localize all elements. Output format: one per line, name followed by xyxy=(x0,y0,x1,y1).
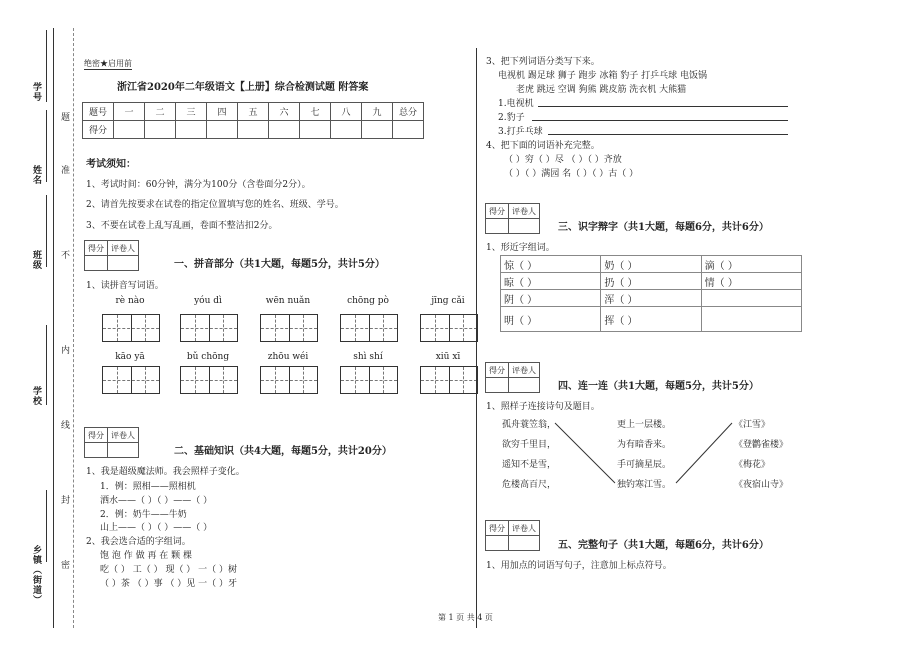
char-cell[interactable]: 明（ ） xyxy=(501,307,601,332)
section-2-ex2-blanks[interactable]: 山上——（ ）（ ）——（ ） xyxy=(100,523,213,533)
town-label: 乡镇（街道） xyxy=(31,545,41,605)
char-cell[interactable]: 惊（ ） xyxy=(501,256,601,273)
connect-line xyxy=(555,423,615,483)
poem-title[interactable]: 《登鹳雀楼》 xyxy=(734,440,789,450)
mini-score-label: 得分 xyxy=(486,521,509,536)
section-2-ex2: 2．例：奶牛——牛奶 xyxy=(100,510,187,520)
notice-item-2: 2、请首先按要求在试卷的指定位置填写您的姓名、班级、学号。 xyxy=(86,200,344,210)
page-footer: 第 1 页 共 4 页 xyxy=(438,613,493,622)
r-category-2: 2.豹子 xyxy=(498,113,525,123)
page-title: 浙江省2020年二年级语文【上册】综合检测试题 附答案 xyxy=(117,82,369,93)
pinyin-label: zhōu wéi xyxy=(267,352,309,362)
char-cell[interactable]: 滴（ ） xyxy=(701,256,801,273)
seal-char-1: 题 xyxy=(59,112,69,122)
score-head-cell: 题号 xyxy=(83,103,114,121)
char-cell[interactable]: 晾（ ） xyxy=(501,273,601,290)
pinyin-label: chōng pò xyxy=(347,296,389,306)
char-cell[interactable]: 情（ ） xyxy=(701,273,801,290)
score-head-cell: 二 xyxy=(145,103,176,121)
poem-line-mid[interactable]: 为有暗香来。 xyxy=(617,440,672,450)
mini-grader-cell[interactable] xyxy=(509,536,540,551)
section-4-title: 四、连一连（共1大题，每题5分，共计5分） xyxy=(558,381,759,392)
char-cell[interactable]: 阴（ ） xyxy=(501,290,601,307)
score-head-cell: 五 xyxy=(238,103,269,121)
mini-score-label: 得分 xyxy=(85,241,108,256)
mini-grader-label: 评卷人 xyxy=(108,428,139,443)
seal-char-4: 内 xyxy=(59,345,69,355)
pinyin-label: yóu dì xyxy=(194,296,222,306)
score-head-cell: 八 xyxy=(331,103,362,121)
connect-line xyxy=(676,423,732,483)
poem-line-mid[interactable]: 手可摘星辰。 xyxy=(617,460,672,470)
score-head-cell: 一 xyxy=(114,103,145,121)
notice-item-3: 3、不要在试卷上乱写乱画，卷面不整洁扣2分。 xyxy=(86,221,278,231)
seal-char-7: 密 xyxy=(59,560,69,570)
r-words-2: 老虎 跳远 空调 狗熊 跳皮筋 洗衣机 大熊猫 xyxy=(516,85,687,95)
mini-score-label: 得分 xyxy=(486,204,509,219)
section-2-ex1: 1．例：照相——照相机 xyxy=(100,482,196,492)
section-2-fill-row-1[interactable]: 吃（ ） 工（ ） 现（ ） 一（ ）树 xyxy=(100,565,238,575)
section-2-ex1-blanks[interactable]: 洒水——（ ）（ ）——（ ） xyxy=(100,496,213,506)
r-blanks-1[interactable]: （ ）穷（ ）尽 （ ）（ ）齐放 xyxy=(504,155,622,165)
mini-score-label: 得分 xyxy=(85,428,108,443)
seal-char-2: 准 xyxy=(59,165,69,175)
score-head-cell: 七 xyxy=(300,103,331,121)
section-4-question: 1、照样子连接诗句及题目。 xyxy=(486,402,600,412)
section-5-title: 五、完整句子（共1大题，每题6分，共计6分） xyxy=(558,540,769,551)
char-cell[interactable]: 挥（ ） xyxy=(601,307,701,332)
poem-line-left[interactable]: 欲穷千里目， xyxy=(502,440,557,450)
section-2-fill-row-2[interactable]: （ ）茶 （ ）事 （ ）见 一（ ）牙 xyxy=(100,579,238,589)
student-id-label: 学号 xyxy=(31,82,41,102)
score-row-label: 得分 xyxy=(83,121,114,139)
char-cell[interactable]: 扔（ ） xyxy=(601,273,701,290)
seal-char-5: 线 xyxy=(59,420,69,430)
mini-grader-label: 评卷人 xyxy=(509,521,540,536)
pinyin-label: jīng cǎi xyxy=(431,296,465,306)
r-q4: 4、把下面的词语补充完整。 xyxy=(486,141,600,151)
r-words-1: 电视机 踢足球 狮子 跑步 冰箱 豹子 打乒乓球 电饭锅 xyxy=(498,71,708,81)
school-label: 学校 xyxy=(31,386,41,406)
section-2-char-pairs: 饱 泡 作 做 再 在 颗 棵 xyxy=(100,551,193,561)
section-2-q2: 2、我会选合适的字组词。 xyxy=(86,537,191,547)
section-2-title: 二、基础知识（共4大题，每题5分，共计20分） xyxy=(174,446,392,457)
pinyin-label: rè nào xyxy=(115,296,145,306)
mini-score-label: 得分 xyxy=(486,363,509,378)
mini-grader-label: 评卷人 xyxy=(108,241,139,256)
score-head-cell: 总分 xyxy=(393,103,424,121)
seal-char-3: 不 xyxy=(59,250,69,260)
poem-line-mid[interactable]: 独钓寒江雪。 xyxy=(617,480,672,490)
score-head-cell: 九 xyxy=(362,103,393,121)
class-label: 班级 xyxy=(31,250,41,270)
grader-box-s5 xyxy=(485,520,540,551)
mini-score-cell[interactable] xyxy=(486,536,509,551)
confidential-stamp: 绝密★启用前 xyxy=(84,59,132,68)
name-label: 姓名 xyxy=(31,165,41,185)
section-5-question: 1、用加点的词语写句子，注意加上标点符号。 xyxy=(486,561,672,571)
r-blanks-2[interactable]: （ ）（ ）满园 名（ ）（ ）古（ ） xyxy=(504,169,639,179)
section-3-title: 三、识字辩字（共1大题，每题6分，共计6分） xyxy=(558,222,769,233)
char-cell[interactable]: 浑（ ） xyxy=(601,290,701,307)
section-1-title: 一、拼音部分（共1大题，每题5分，共计5分） xyxy=(174,259,385,270)
r-category-1: 1.电视机 xyxy=(498,99,534,109)
pinyin-label: kāo yā xyxy=(115,352,145,362)
section-2-q1: 1、我是超级魔法师。我会照样子变化。 xyxy=(86,467,245,477)
notice-item-1: 1、考试时间：60分钟，满分为100分（含卷面分2分）。 xyxy=(86,180,311,190)
poem-line-left[interactable]: 孤舟蓑笠翁， xyxy=(502,420,557,430)
poem-line-left[interactable]: 遥知不是雪， xyxy=(502,460,557,470)
r-q3: 3、把下列词语分类写下来。 xyxy=(486,57,600,67)
score-head-cell: 六 xyxy=(269,103,300,121)
pinyin-label: shì shí xyxy=(353,352,383,362)
seal-char-6: 封 xyxy=(59,495,69,505)
poem-title[interactable]: 《夜宿山寺》 xyxy=(734,480,789,490)
poem-title[interactable]: 《江雪》 xyxy=(734,420,771,430)
mini-grader-label: 评卷人 xyxy=(509,204,540,219)
section-3-question: 1、形近字组词。 xyxy=(486,243,555,253)
poem-line-left[interactable]: 危楼高百尺， xyxy=(502,480,557,490)
r-category-3: 3.打乒乓球 xyxy=(498,127,543,137)
char-cell[interactable]: 奶（ ） xyxy=(601,256,701,273)
pinyin-label: xiū xī xyxy=(435,352,461,362)
poem-line-mid[interactable]: 更上一层楼。 xyxy=(617,420,672,430)
poem-title[interactable]: 《梅花》 xyxy=(734,460,771,470)
section-1-question: 1、读拼音写词语。 xyxy=(86,281,164,291)
pinyin-label: bǔ chōng xyxy=(186,352,230,362)
pinyin-label: wēn nuǎn xyxy=(265,296,311,306)
notice-title: 考试须知： xyxy=(86,159,136,170)
score-head-cell: 四 xyxy=(207,103,238,121)
score-head-cell: 三 xyxy=(176,103,207,121)
mini-grader-label: 评卷人 xyxy=(509,363,540,378)
